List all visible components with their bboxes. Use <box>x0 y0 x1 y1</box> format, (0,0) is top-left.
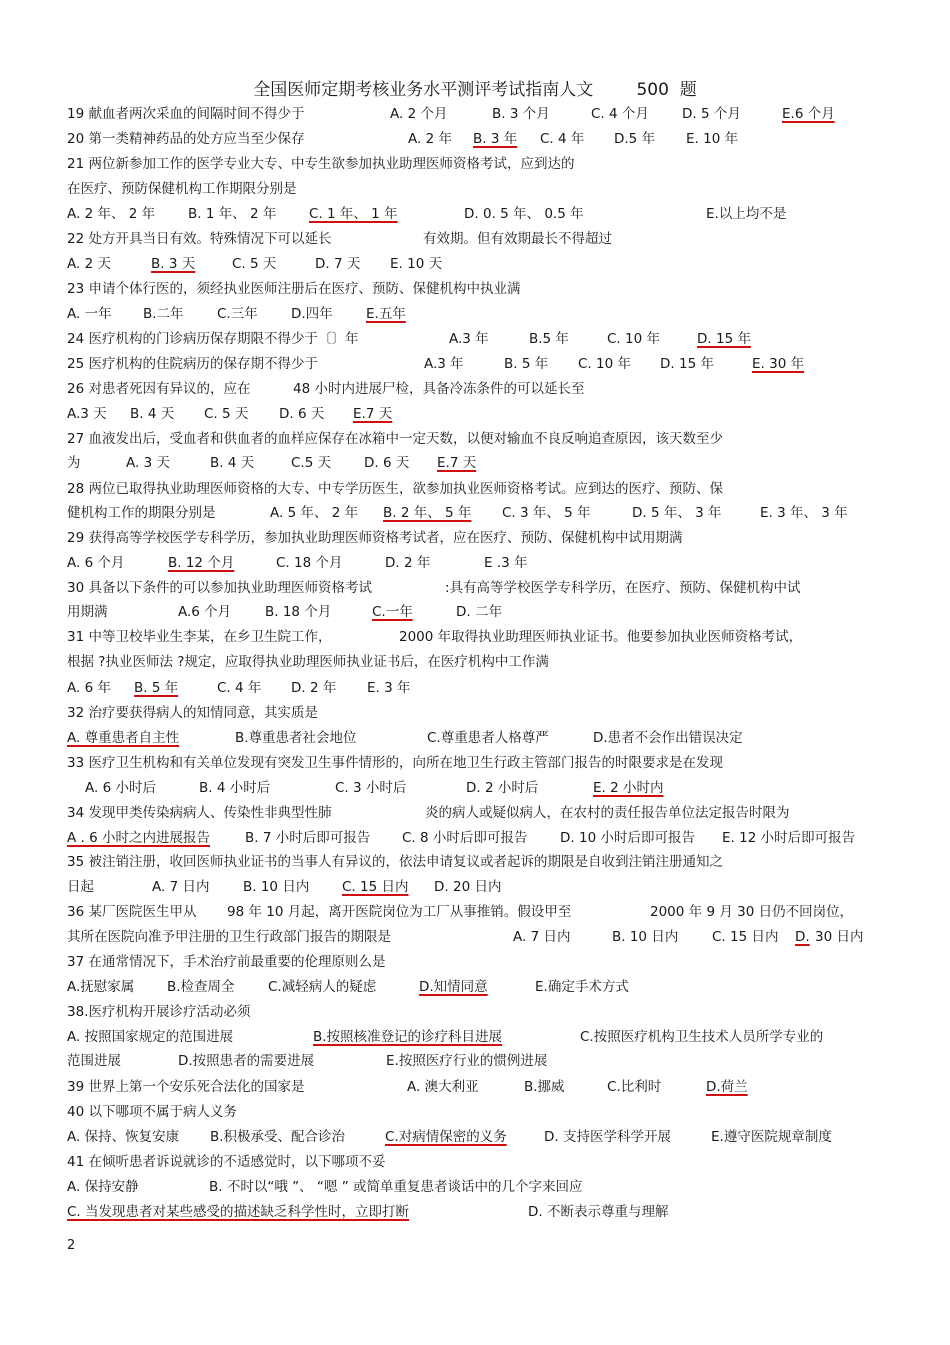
question-text-segment: 23 申请个体行医的，须经执业医师注册后在医疗、预防、保健机构中执业满 <box>67 281 521 297</box>
correct-answer-option: D.荷兰 <box>706 1079 748 1095</box>
question-text-segment: A.3 天 <box>67 406 107 422</box>
question-text-segment: 28 两位已取得执业助理医师资格的大专、中专学历医生，欲参加执业医师资格考试。应到达的医疗、预防、保 <box>67 481 723 497</box>
question-text-segment: 为 <box>67 455 81 471</box>
correct-answer-option: E. 30 年 <box>752 356 805 372</box>
question-text-segment: 根据 ?执业医师法 ?规定，应取得执业助理医师执业证书后，在医疗机构中工作满 <box>67 654 549 670</box>
correct-answer-option: A . 6 小时之内进展报告 <box>67 830 210 846</box>
correct-answer-option: E.7 天 <box>353 406 393 422</box>
question-text-segment: C. 3 年、 5 年 <box>502 505 591 521</box>
question-text-segment: C. 4 个月 <box>591 106 649 122</box>
correct-answer-option: E.五年 <box>366 306 406 322</box>
question-text-segment: 19 献血者两次采血的间隔时间不得少于 <box>67 106 305 122</box>
question-text-segment: B. 5 年 <box>504 356 549 372</box>
question-text-segment: 范围进展 <box>67 1053 121 1069</box>
question-text-segment: C. 10 年 <box>607 331 660 347</box>
question-text-segment: E. 12 小时后即可报告 <box>722 830 856 846</box>
question-text-segment: D. 0. 5 年、 0.5 年 <box>464 206 584 222</box>
question-text-segment: 在医疗、预防保健机构工作期限分别是 <box>67 181 297 197</box>
page-title: 全国医师定期考核业务水平测评考试指南人文 500 题 <box>253 80 697 100</box>
question-text-segment: B. 18 个月 <box>265 604 332 620</box>
question-text-segment: B. 4 天 <box>130 406 175 422</box>
question-text-segment: 35 被注销注册，收回医师执业证书的当事人有异议的，依法申请复议或者起诉的期限是自收到注销注册通知之 <box>67 854 723 870</box>
correct-answer-option: E.6 个月 <box>782 106 835 122</box>
question-text-segment: :具有高等学校医学专科学历，在医疗、预防、保健机构中试 <box>445 580 801 596</box>
question-text-segment: E. 10 年 <box>686 131 739 147</box>
question-text-segment: A. 保持安静 <box>67 1179 139 1195</box>
question-text-segment: 34 发现甲类传染病病人、传染性非典型性肺 <box>67 805 332 821</box>
question-text-segment: B. 不时以“哦 ”、 “嗯 ” 或简单重复患者谈话中的几个字来回应 <box>209 1179 583 1195</box>
question-text-segment: D.患者不会作出错误决定 <box>593 730 743 746</box>
question-text-segment: C.5 天 <box>291 455 332 471</box>
question-text-segment: E.遵守医院规章制度 <box>711 1129 832 1145</box>
question-text-segment: 33 医疗卫生机构和有关单位发现有突发卫生事件情形的，向所在地卫生行政主管部门报告的时限要求是在发现 <box>67 755 723 771</box>
question-text-segment: 32 治疗要获得病人的知情同意，其实质是 <box>67 705 318 721</box>
question-text-segment: E .3 年 <box>484 555 528 571</box>
question-text-segment: C. 18 个月 <box>276 555 343 571</box>
question-text-segment: C.尊重患者人格尊严 <box>427 730 549 746</box>
correct-answer-option: C. 1 年、 1 年 <box>309 206 398 222</box>
question-text-segment: B.挪威 <box>524 1079 565 1095</box>
question-text-segment: B.二年 <box>143 306 184 322</box>
correct-answer-option: E.7 天 <box>437 455 477 471</box>
question-text-segment: A.抚慰家属 <box>67 979 135 995</box>
question-text-segment: 用期满 <box>67 604 108 620</box>
question-text-segment: 20 第一类精神药品的处方应当至少保存 <box>67 131 305 147</box>
question-text-segment: D. 二年 <box>456 604 502 620</box>
question-text-segment: B. 4 小时后 <box>199 780 271 796</box>
question-text-segment: E. 3 年、 3 年 <box>760 505 848 521</box>
question-text-segment: 31 中等卫校毕业生李某，在乡卫生院工作， <box>67 629 332 645</box>
question-text-segment: A. 6 个月 <box>67 555 125 571</box>
question-text-segment: A. 2 天 <box>67 256 111 272</box>
question-text-segment: D. 5 个月 <box>682 106 741 122</box>
question-text-segment: 26 对患者死因有异议的，应在 <box>67 381 251 397</box>
question-text-segment: A. 6 年 <box>67 680 111 696</box>
question-text-segment: A. 7 日内 <box>513 929 571 945</box>
question-text-segment: C.比利时 <box>607 1079 662 1095</box>
correct-answer-option: B.按照核准登记的诊疗科目进展 <box>313 1029 503 1045</box>
correct-answer-option: C.一年 <box>372 604 413 620</box>
question-text-segment: A. 2 年 <box>408 131 452 147</box>
question-text-segment: E.按照医疗行业的惯例进展 <box>386 1053 548 1069</box>
question-text-segment: B. 3 个月 <box>492 106 550 122</box>
question-text-segment: E. 10 天 <box>390 256 443 272</box>
question-text-segment: 30 具备以下条件的可以参加执业助理医师资格考试 <box>67 580 372 596</box>
question-text-segment: 36 某厂医院医生甲从 <box>67 904 197 920</box>
question-text-segment: B. 1 年、 2 年 <box>188 206 277 222</box>
question-text-segment: A. 2 个月 <box>390 106 448 122</box>
question-text-segment: D. 2 小时后 <box>466 780 539 796</box>
question-text-segment: E.确定手术方式 <box>535 979 629 995</box>
question-text-segment: D. 6 天 <box>279 406 325 422</box>
question-text-segment: 2000 年取得执业助理医师执业证书。他要参加执业医师资格考试， <box>399 629 803 645</box>
correct-answer-option: D. <box>795 929 810 945</box>
question-text-segment: 炎的病人或疑似病人，在农村的责任报告单位法定报告时限为 <box>425 805 790 821</box>
question-text-segment: D.按照患者的需要进展 <box>178 1053 315 1069</box>
question-text-segment: D. 6 天 <box>364 455 410 471</box>
correct-answer-option: C. 15 日内 <box>342 879 409 895</box>
question-text-segment: A. 2 年、 2 年 <box>67 206 156 222</box>
question-text-segment: C. 5 天 <box>232 256 277 272</box>
question-text-segment: B. 7 小时后即可报告 <box>245 830 371 846</box>
correct-answer-option: E. 2 小时内 <box>593 780 664 796</box>
correct-answer-option: B. 3 天 <box>151 256 196 272</box>
question-text-segment: 24 医疗机构的门诊病历保存期限不得少于〔〕年 <box>67 331 359 347</box>
question-text-segment: B.检查周全 <box>167 979 235 995</box>
question-text-segment: 48 小时内进展尸检，具备冷冻条件的可以延长至 <box>293 381 585 397</box>
question-text-segment: C. 4 年 <box>540 131 585 147</box>
question-text-segment: A.6 个月 <box>178 604 232 620</box>
question-text-segment: B. 4 天 <box>210 455 255 471</box>
question-text-segment: 日起 <box>67 879 94 895</box>
question-text-segment: C. 15 日内 <box>712 929 779 945</box>
correct-answer-option: D.知情同意 <box>419 979 488 995</box>
question-text-segment: C. 10 年 <box>578 356 631 372</box>
question-text-segment: D. 5 年、 3 年 <box>632 505 722 521</box>
question-text-segment: B.积极承受、配合诊治 <box>210 1129 346 1145</box>
question-text-segment: A. 保持、恢复安康 <box>67 1129 180 1145</box>
correct-answer-option: C. 当发现患者对某些感受的描述缺乏科学性时，立即打断 <box>67 1204 410 1220</box>
question-text-segment: 40 以下哪项不属于病人义务 <box>67 1104 237 1120</box>
question-text-segment: 22 处方开具当日有效。特殊情况下可以延长 <box>67 231 332 247</box>
question-text-segment: A. 3 天 <box>126 455 170 471</box>
question-text-segment: A. 5 年、 2 年 <box>270 505 359 521</box>
question-text-segment: C. 8 小时后即可报告 <box>402 830 528 846</box>
question-text-segment: A. 澳大利亚 <box>407 1079 479 1095</box>
question-text-segment: E.以上均不是 <box>706 206 787 222</box>
question-text-segment: 37 在通常情况下，手术治疗前最重要的伦理原则么是 <box>67 954 386 970</box>
question-text-segment: C. 3 小时后 <box>335 780 407 796</box>
question-text-segment: B. 10 日内 <box>243 879 310 895</box>
question-text-segment: 21 两位新参加工作的医学专业大专、中专生欲参加执业助理医师资格考试，应到达的 <box>67 156 575 172</box>
question-text-segment: D. 不断表示尊重与理解 <box>528 1204 669 1220</box>
question-text-segment: A. 按照国家规定的范围进展 <box>67 1029 234 1045</box>
correct-answer-option: B. 12 个月 <box>168 555 235 571</box>
question-text-segment: A. 6 小时后 <box>85 780 156 796</box>
question-text-segment: B.5 年 <box>529 331 569 347</box>
question-text-segment: 38.医疗机构开展诊疗活动必须 <box>67 1004 251 1020</box>
correct-answer-option: C.对病情保密的义务 <box>385 1129 507 1145</box>
question-text-segment: 2000 年 9 月 30 日仍不回岗位， <box>650 904 854 920</box>
question-text-segment: D. 7 天 <box>315 256 361 272</box>
correct-answer-option: B. 2 年、 5 年 <box>383 505 472 521</box>
correct-answer-option: D. 15 年 <box>697 331 751 347</box>
question-text-segment: D.5 年 <box>614 131 656 147</box>
question-text-segment: A. 一年 <box>67 306 112 322</box>
question-text-segment: D. 20 日内 <box>434 879 502 895</box>
question-text-segment: A.3 年 <box>449 331 489 347</box>
question-text-segment: 41 在倾听患者诉说就诊的不适感觉时，以下哪项不妥 <box>67 1154 386 1170</box>
question-text-segment: D. 10 小时后即可报告 <box>560 830 695 846</box>
question-text-segment: 98 年 10 月起，离开医院岗位为工厂从事推销。假设甲至 <box>227 904 572 920</box>
correct-answer-option: B. 3 年 <box>473 131 518 147</box>
question-text-segment: C.三年 <box>217 306 258 322</box>
question-text-segment: 有效期。但有效期最长不得超过 <box>423 231 612 247</box>
question-text-segment: 29 获得高等学校医学专科学历，参加执业助理医师资格考试者，应在医疗、预防、保健机构中试用期满 <box>67 530 683 546</box>
question-text-segment: C.减轻病人的疑虑 <box>268 979 377 995</box>
question-text-segment: B. 10 日内 <box>612 929 679 945</box>
question-text-segment: 25 医疗机构的住院病历的保存期不得少于 <box>67 356 318 372</box>
correct-answer-option: B. 5 年 <box>134 680 179 696</box>
question-text-segment: 其所在医院向准予甲注册的卫生行政部门报告的期限是 <box>67 929 391 945</box>
question-text-segment: B.尊重患者社会地位 <box>235 730 357 746</box>
question-text-segment: 30 日内 <box>815 929 864 945</box>
question-text-segment: D. 2 年 <box>385 555 431 571</box>
question-text-segment: A. 7 日内 <box>152 879 210 895</box>
question-text-segment: D. 支持医学科学开展 <box>544 1129 671 1145</box>
question-text-segment: 39 世界上第一个安乐死合法化的国家是 <box>67 1079 305 1095</box>
correct-answer-option: A. 尊重患者自主性 <box>67 730 180 746</box>
question-text-segment: E. 3 年 <box>367 680 411 696</box>
question-text-segment: C. 4 年 <box>217 680 262 696</box>
question-text-segment: D.四年 <box>291 306 333 322</box>
question-text-segment: 27 血液发出后，受血者和供血者的血样应保存在冰箱中一定天数，以便对输血不良反响追查原因，该天数至少 <box>67 431 723 447</box>
question-text-segment: A.3 年 <box>424 356 464 372</box>
question-text-segment: D. 2 年 <box>291 680 337 696</box>
page-number: 2 <box>67 1238 76 1253</box>
question-text-segment: D. 15 年 <box>660 356 714 372</box>
question-text-segment: C. 5 天 <box>204 406 249 422</box>
question-text-segment: C.按照医疗机构卫生技术人员所学专业的 <box>580 1029 824 1045</box>
question-text-segment: 健机构工作的期限分别是 <box>67 505 216 521</box>
